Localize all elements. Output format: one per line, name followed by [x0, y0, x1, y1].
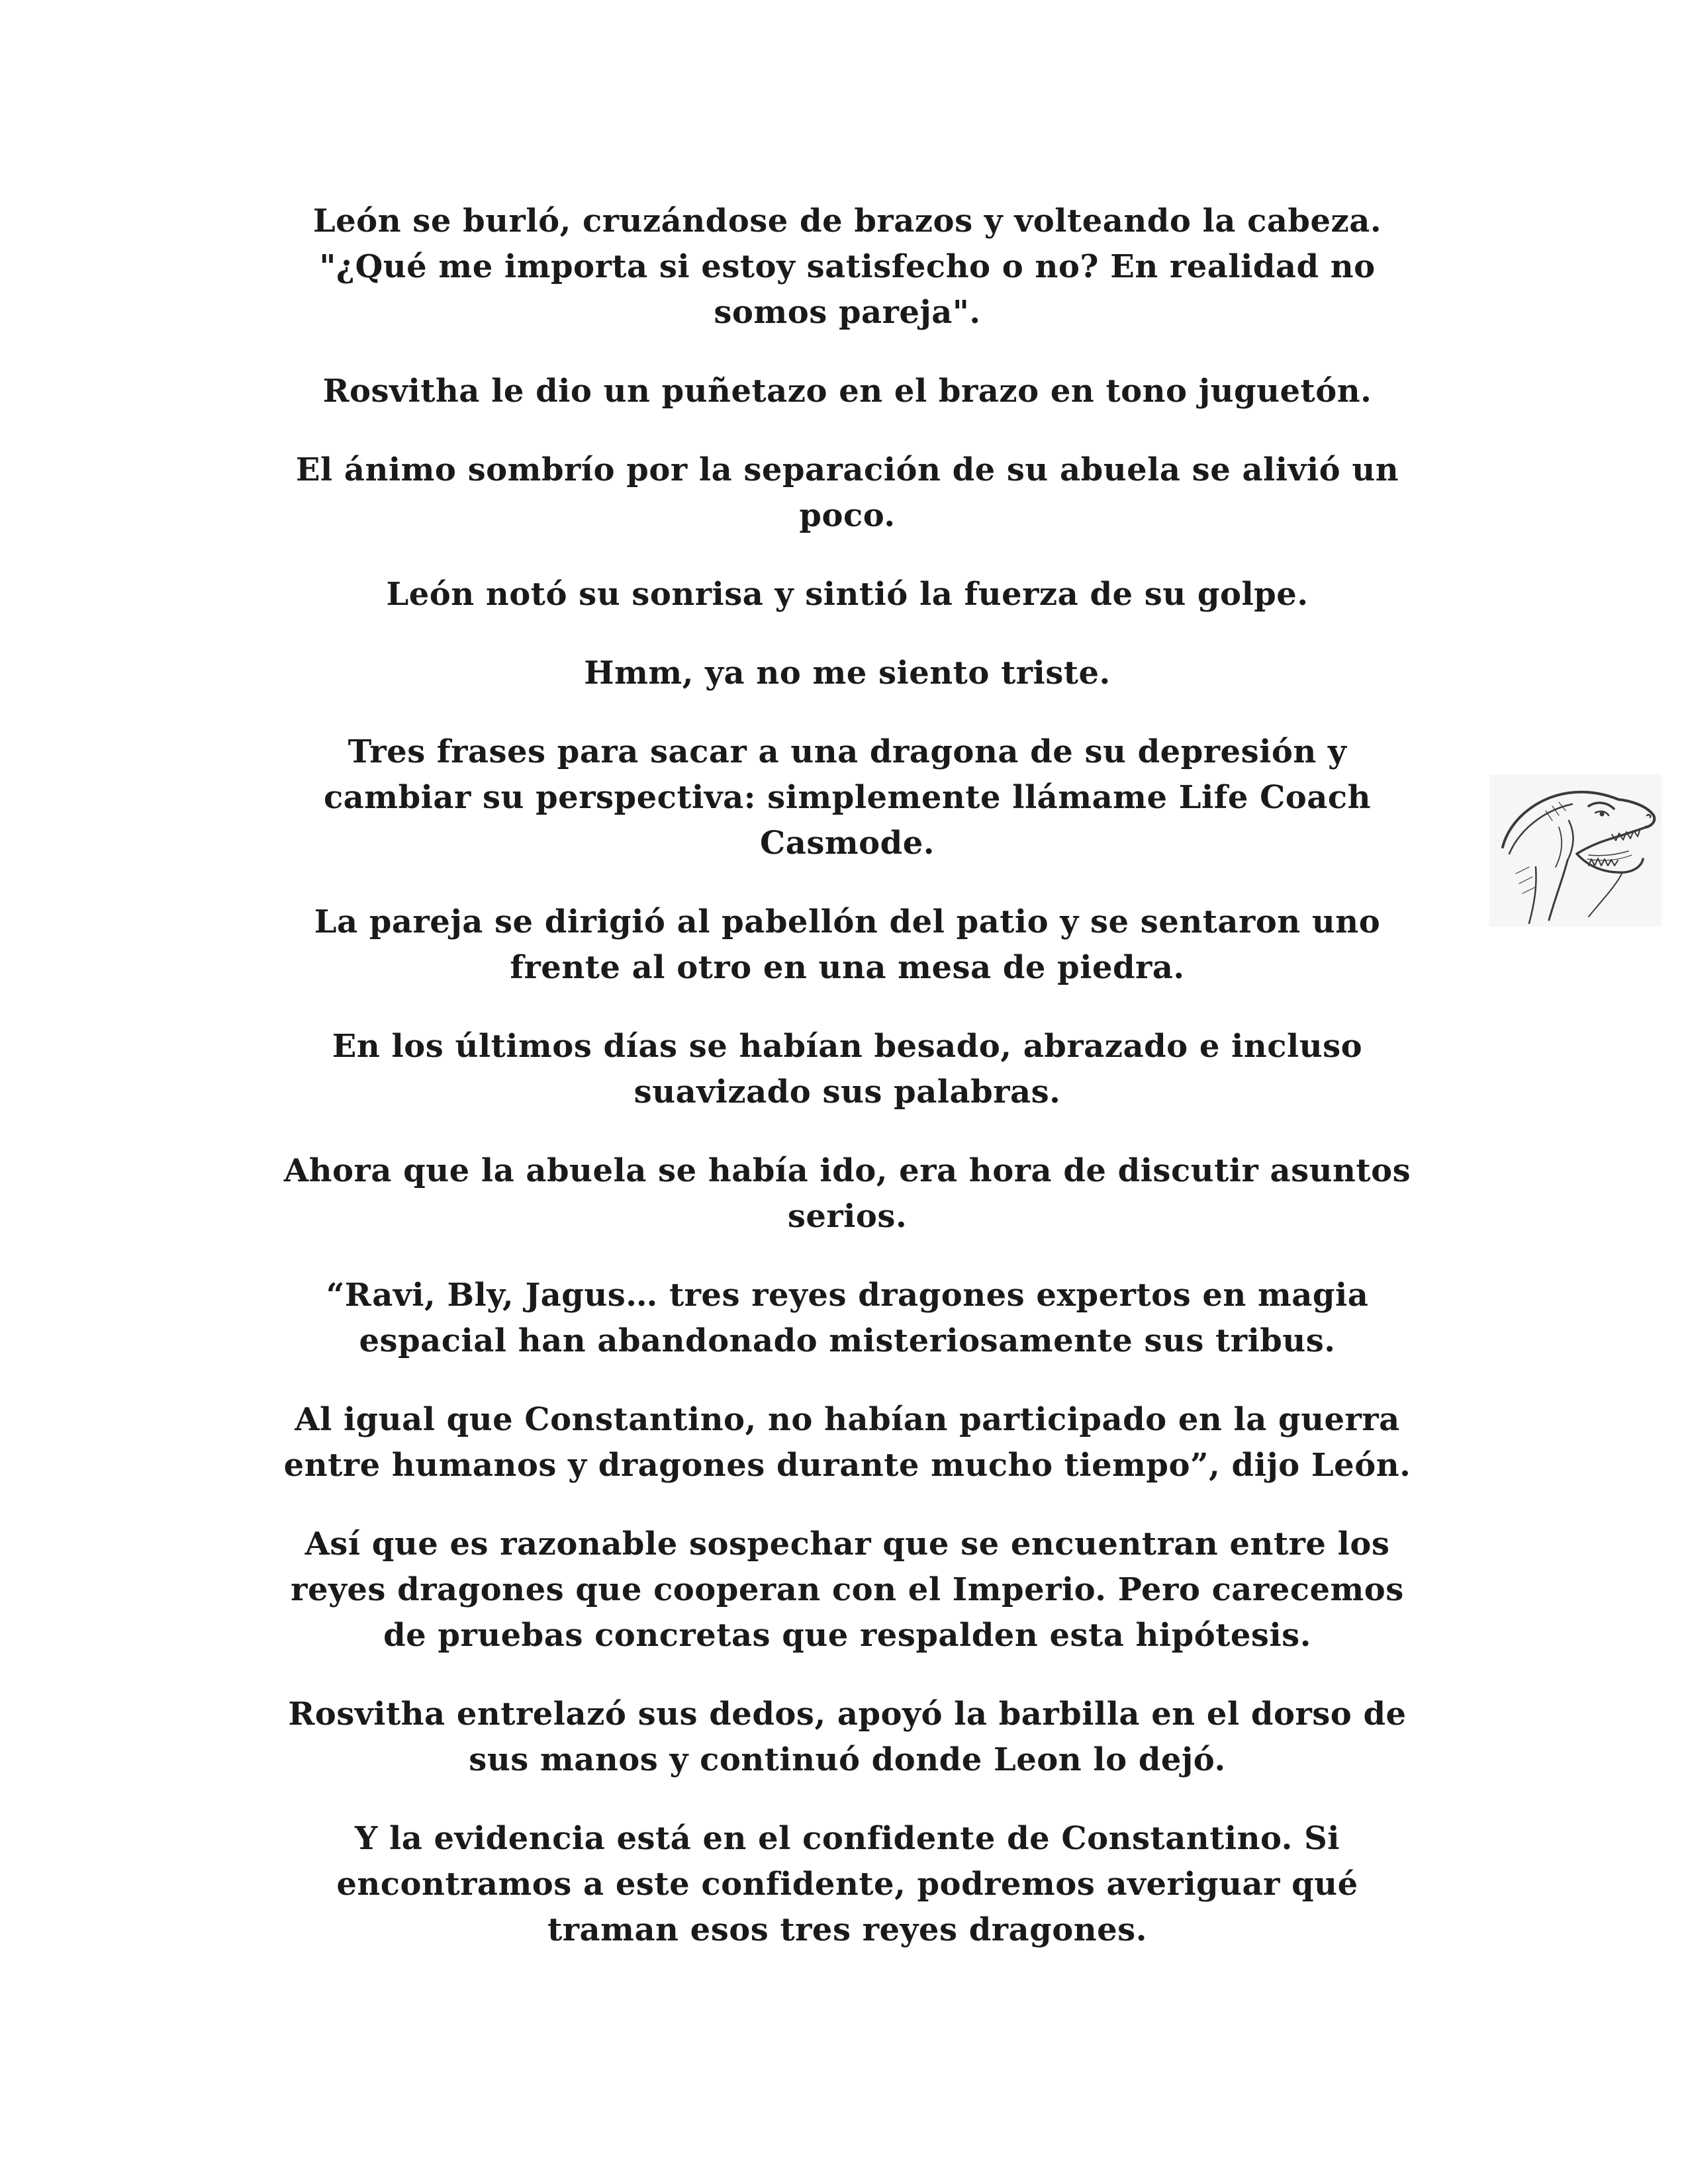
paragraph-2	[225, 369, 1470, 414]
text-line: Así que es razonable sospechar que se encuentran entre los	[305, 1525, 1390, 1563]
paragraph-8	[225, 1024, 1470, 1115]
text-line: Rosvitha le dio un puñetazo en el brazo en tono juguetón.	[322, 373, 1372, 410]
text-line: Tres frases para sacar a una dragona de su depresión y	[348, 733, 1347, 770]
text-line: suavizado sus palabras.	[633, 1073, 1061, 1111]
text-line: sus manos y continuó donde Leon lo dejó.	[469, 1741, 1226, 1778]
text-line: reyes dragones que cooperan con el Imperio. Pero carecemos	[291, 1571, 1404, 1608]
text-line: Ahora que la abuela se había ido, era hora de discutir asuntos	[283, 1152, 1411, 1189]
text-line: de pruebas concretas que respalden esta hipótesis.	[383, 1617, 1311, 1654]
text-line: serios.	[787, 1198, 908, 1235]
text-line: León notó su sonrisa y sintió la fuerza de su golpe.	[386, 576, 1309, 613]
paragraph-4	[225, 572, 1470, 617]
paragraph-14	[225, 1816, 1470, 1953]
paragraph-12	[225, 1522, 1470, 1659]
paragraph-13	[225, 1692, 1470, 1783]
text-line: cambiar su perspectiva: simplemente llámame Life Coach	[323, 779, 1372, 816]
text-line: Y la evidencia está en el confidente de Constantino. Si	[354, 1820, 1340, 1857]
text-line: somos pareja".	[714, 294, 981, 331]
text-line: espacial han abandonado misteriosamente sus tribus.	[359, 1322, 1336, 1359]
text-line: Casmode.	[760, 825, 935, 862]
text-line: La pareja se dirigió al pabellón del patio y se sentaron uno	[314, 903, 1381, 940]
paragraph-3	[225, 447, 1470, 539]
paragraph-7	[225, 899, 1470, 991]
text-line: "¿Qué me importa si estoy satisfecho o no? En realidad no	[319, 248, 1376, 285]
text-line: “Ravi, Bly, Jagus… tres reyes dragones expertos en magia	[326, 1277, 1369, 1314]
text-line: León se burló, cruzándose de brazos y volteando la cabeza.	[312, 203, 1382, 240]
text-line: encontramos a este confidente, podremos averiguar qué	[336, 1866, 1358, 1903]
paragraph-1	[225, 199, 1470, 336]
text-line: traman esos tres reyes dragones.	[547, 1911, 1147, 1948]
text-line: Hmm, ya no me siento triste.	[584, 655, 1111, 692]
paragraph-9	[225, 1148, 1470, 1240]
paragraph-5	[225, 651, 1470, 696]
paragraph-11	[225, 1397, 1470, 1488]
dragon-head-icon	[1489, 774, 1662, 927]
text-line: El ánimo sombrío por la separación de su abuela se alivió un	[295, 451, 1399, 488]
text-line: Al igual que Constantino, no habían participado en la guerra	[295, 1401, 1400, 1438]
text-line: frente al otro en una mesa de piedra.	[510, 949, 1185, 986]
text-line: poco.	[799, 497, 896, 534]
text-line: entre humanos y dragones durante mucho tiempo”, dijo León.	[283, 1447, 1411, 1484]
paragraph-6	[225, 729, 1470, 866]
text-line: En los últimos días se habían besado, abrazado e incluso	[332, 1028, 1363, 1065]
paragraph-10	[225, 1273, 1470, 1364]
document-body	[225, 199, 1470, 1986]
text-line: Rosvitha entrelazó sus dedos, apoyó la barbilla en el dorso de	[288, 1696, 1407, 1733]
